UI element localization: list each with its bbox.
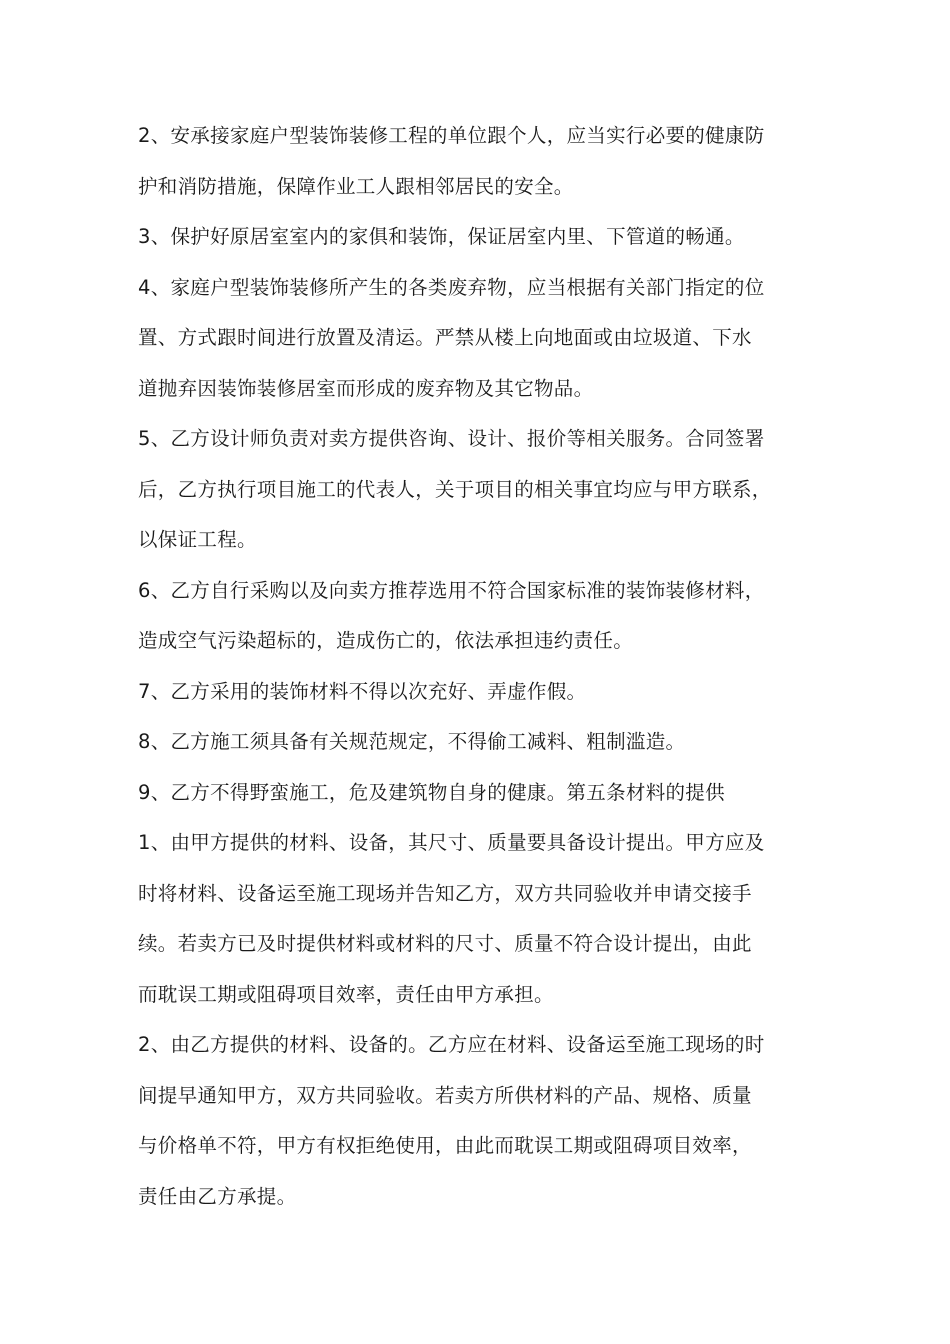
text-line: 6、乙方自行采购以及向卖方推荐选用不符合国家标准的装饰装修材料， bbox=[138, 578, 765, 602]
text-line: 道抛弃因装饰装修居室而形成的废弃物及其它物品。 bbox=[138, 376, 594, 400]
paragraph-item-5-designer bbox=[138, 414, 828, 566]
document-body bbox=[138, 111, 828, 1222]
text-line: 护和消防措施，保障作业工人跟相邻居民的安全。 bbox=[138, 174, 574, 198]
paragraph-material-2-party-b bbox=[138, 1020, 828, 1222]
text-line: 造成空气污染超标的，造成伤亡的，依法承担违约责任。 bbox=[138, 629, 634, 652]
text-line: 2、由乙方提供的材料、设备的。乙方应在材料、设备运至施工现场的时 bbox=[138, 1033, 765, 1056]
text-line: 2、安承接家庭户型装饰装修工程的单位跟个人，应当实行必要的健康防 bbox=[138, 124, 765, 147]
paragraph-item-2-protection bbox=[138, 111, 828, 212]
text-line: 8、乙方施工须具备有关规范规定，不得偷工减料、粗制滥造。 bbox=[138, 730, 686, 753]
text-line: 1、由甲方提供的材料、设备，其尺寸、质量要具备设计提出。甲方应及 bbox=[138, 831, 765, 854]
text-line: 后，乙方执行项目施工的代表人，关于项目的相关事宜均应与甲方联系， bbox=[138, 477, 772, 501]
text-line: 时将材料、设备运至施工现场并告知乙方，双方共同验收并申请交接手 bbox=[138, 881, 752, 905]
text-line: 与价格单不符，甲方有权拒绝使用，由此而耽误工期或阻碍项目效率， bbox=[138, 1134, 752, 1157]
paragraph-item-8-standards bbox=[138, 717, 828, 768]
text-line: 置、方式跟时间进行放置及清运。严禁从楼上向地面或由垃圾道、下水 bbox=[138, 326, 752, 349]
text-line: 责任由乙方承提。 bbox=[138, 1184, 297, 1208]
paragraph-material-1-party-a bbox=[138, 818, 828, 1020]
text-line: 间提早通知甲方，双方共同验收。若卖方所供材料的产品、规格、质量 bbox=[138, 1083, 752, 1107]
paragraph-item-7-no-fake bbox=[138, 667, 828, 718]
text-line: 7、乙方采用的装饰材料不得以次充好、弄虚作假。 bbox=[138, 679, 587, 703]
paragraph-item-4-waste bbox=[138, 263, 828, 415]
text-line: 4、家庭户型装饰装修所产生的各类废弃物，应当根据有关部门指定的位 bbox=[138, 275, 765, 299]
paragraph-item-6-materials-standard bbox=[138, 566, 828, 667]
text-line: 3、保护好原居室室内的家俱和装饰，保证居室内里、下管道的畅通。 bbox=[138, 225, 745, 248]
paragraph-item-9-construction bbox=[138, 768, 828, 819]
text-line: 而耽误工期或阻碍项目效率，责任由甲方承担。 bbox=[138, 982, 554, 1006]
text-line: 以保证工程。 bbox=[138, 528, 257, 551]
paragraph-item-3-furniture bbox=[138, 212, 828, 263]
text-line: 5、乙方设计师负责对卖方提供咨询、设计、报价等相关服务。合同签署 bbox=[138, 427, 765, 450]
text-line: 9、乙方不得野蛮施工，危及建筑物自身的健康。第五条材料的提供 bbox=[138, 780, 725, 804]
text-line: 续。若卖方已及时提供材料或材料的尺寸、质量不符合设计提出，由此 bbox=[138, 932, 752, 955]
